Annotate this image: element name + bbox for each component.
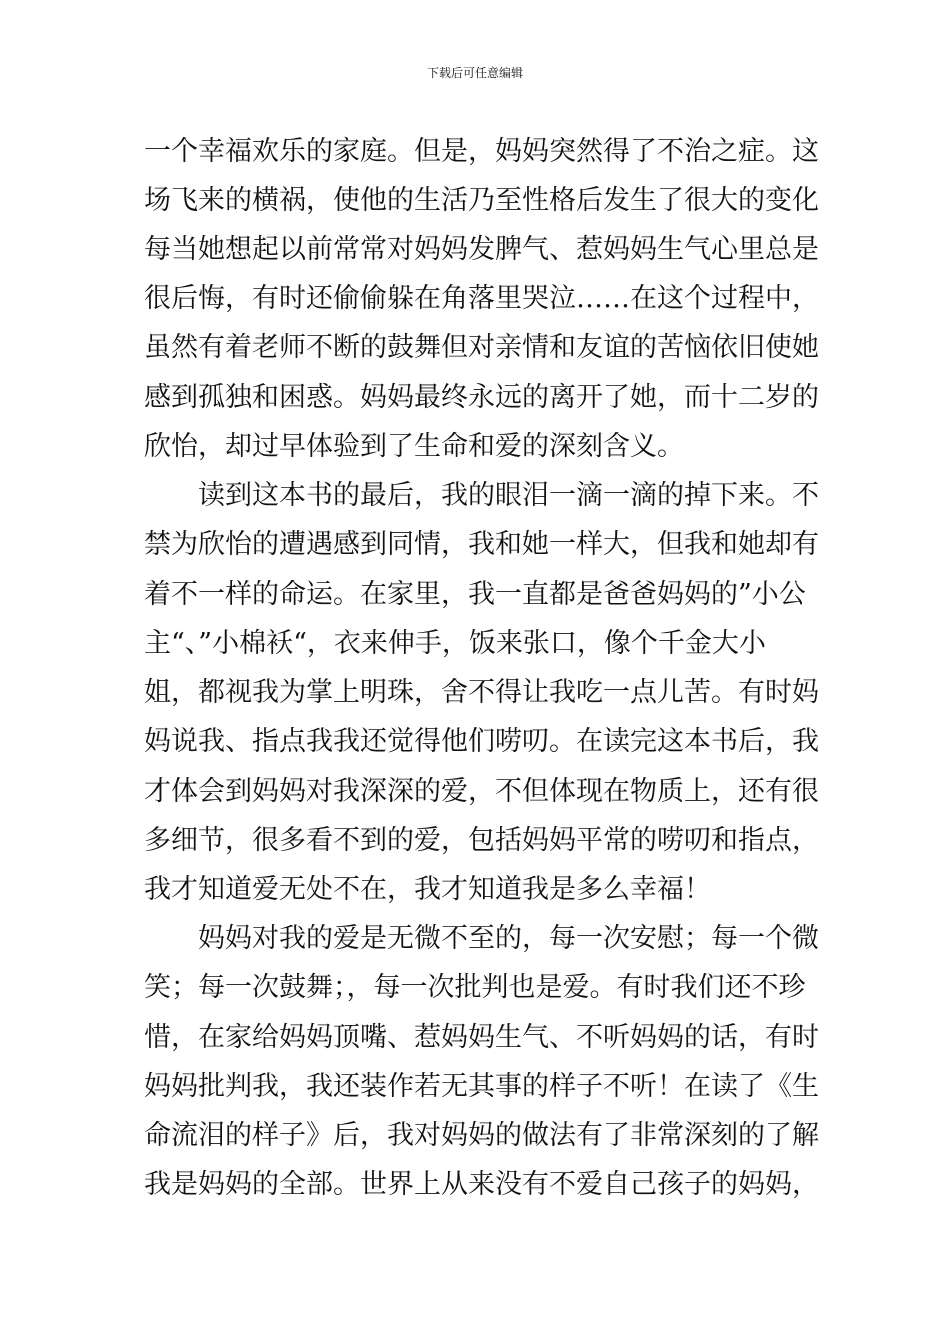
body-line: 多细节，很多看不到的爱，包括妈妈平常的唠叨和指点， xyxy=(144,825,819,856)
body-line: 欣怡，却过早体验到了生命和爱的深刻含义。 xyxy=(144,431,684,462)
body-line: 才体会到妈妈对我深深的爱，不但体现在物质上，还有很 xyxy=(144,776,819,807)
body-line: 主“、”小棉袄“，衣来伸手，饭来张口，像个千金大小 xyxy=(144,628,766,659)
body-line: 读到这本书的最后，我的眼泪一滴一滴的掉下来。不 xyxy=(198,480,819,511)
body-line: 一个幸福欢乐的家庭。但是，妈妈突然得了不治之症。这 xyxy=(144,136,819,167)
body-line: 妈妈批判我，我还装作若无其事的样子不听！在读了《生 xyxy=(144,1071,819,1102)
body-line: 虽然有着老师不断的鼓舞但对亲情和友谊的苦恼依旧使她 xyxy=(144,332,819,363)
body-line: 每当她想起以前常常对妈妈发脾气、惹妈妈生气心里总是 xyxy=(144,234,819,265)
body-line: 命流泪的样子》后，我对妈妈的做法有了非常深刻的了解 xyxy=(144,1120,819,1151)
body-line: 禁为欣怡的遭遇感到同情，我和她一样大，但我和她却有 xyxy=(144,529,819,560)
body-line: 笑；每一次鼓舞；，每一次批判也是爱。有时我们还不珍 xyxy=(144,972,806,1003)
body-line: 妈说我、指点我我还觉得他们唠叨。在读完这本书后，我 xyxy=(144,726,819,757)
body-line: 惜，在家给妈妈顶嘴、惹妈妈生气、不听妈妈的话，有时 xyxy=(144,1022,819,1053)
body-line: 感到孤独和困惑。妈妈最终永远的离开了她，而十二岁的 xyxy=(144,382,819,413)
body-line: 姐，都视我为掌上明珠，舍不得让我吃一点儿苦。有时妈 xyxy=(144,677,819,708)
body-line: 妈妈对我的爱是无微不至的，每一次安慰；每一个微 xyxy=(198,923,819,954)
body-line: 我是妈妈的全部。世界上从来没有不爱自己孩子的妈妈， xyxy=(144,1169,819,1200)
body-line: 场飞来的横祸，使他的生活乃至性格后发生了很大的变化 xyxy=(144,185,819,216)
body-line: 我才知道爱无处不在，我才知道我是多么幸福！ xyxy=(144,874,711,905)
body-line: 着不一样的命运。在家里，我一直都是爸爸妈妈的”小公 xyxy=(144,579,806,610)
body-line: 很后悔，有时还偷偷躲在角落里哭泣……在这个过程中， xyxy=(144,283,819,314)
page-header: 下载后可任意编辑 xyxy=(426,66,523,80)
